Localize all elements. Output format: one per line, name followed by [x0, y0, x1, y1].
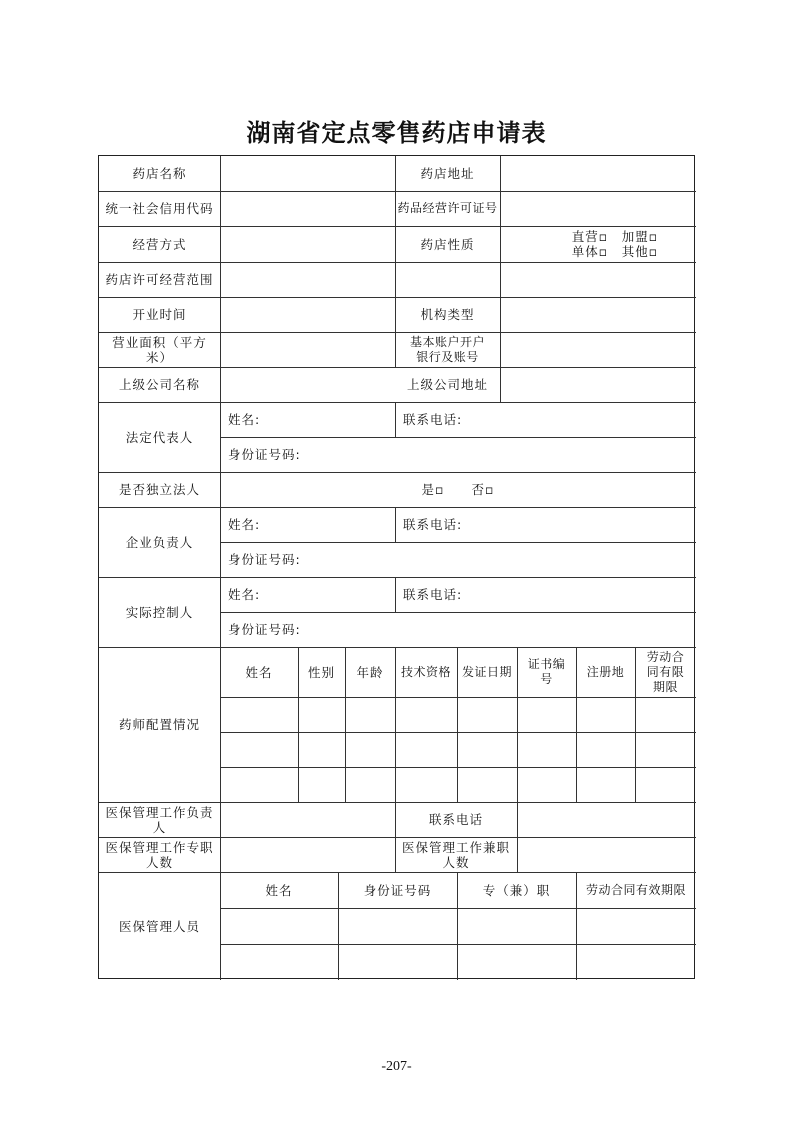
medical-insurance-staff-label: 医保管理人员	[118, 918, 200, 934]
license-scope-input[interactable]	[220, 262, 696, 297]
parent-company-address-label: 上级公司地址	[406, 377, 488, 392]
bank-account-input[interactable]	[500, 332, 696, 367]
pharmacy-name-label: 药店名称	[132, 166, 187, 181]
enterprise-head-phone-field[interactable]: 联系电话:	[403, 517, 463, 532]
pharmacist-header-gender: 性别	[307, 664, 335, 680]
opening-date-label: 开业时间	[132, 307, 187, 322]
credit-code-label: 统一社会信用代码	[105, 201, 214, 216]
pharmacy-nature-options[interactable]	[500, 226, 696, 262]
pharmacy-address-label: 药店地址	[420, 166, 475, 181]
bank-account-label: 基本账户开户银行及账号	[409, 334, 485, 364]
actual-controller-label: 实际控制人	[125, 604, 194, 620]
opening-date-input[interactable]	[220, 297, 395, 332]
contact-phone-label: 联系电话	[428, 812, 483, 827]
nature-options-line2: 单体▫ 其他▫	[571, 244, 659, 259]
business-area-label: 营业面积（平方米）	[112, 334, 207, 365]
fulltime-staff-label: 医保管理工作专职人数	[105, 839, 214, 870]
parttime-staff-input[interactable]	[517, 837, 696, 872]
pharmacist-header-age: 年龄	[356, 664, 384, 680]
medical-insurance-head-label: 医保管理工作负责人	[105, 804, 214, 835]
org-type-label: 机构类型	[420, 307, 475, 322]
page-title: 湖南省定点零售药店申请表	[246, 118, 547, 147]
enterprise-head-label: 企业负责人	[125, 534, 194, 550]
pharmacist-header-name: 姓名	[245, 664, 273, 680]
page-number: -207-	[381, 1059, 412, 1074]
enterprise-head-name-field[interactable]: 姓名:	[228, 517, 261, 532]
staff-header-name: 姓名	[265, 882, 293, 898]
credit-code-input[interactable]	[220, 191, 395, 226]
independent-legal-label: 是否独立法人	[118, 482, 200, 497]
pharmacy-name-input[interactable]	[220, 156, 395, 191]
drug-license-input[interactable]	[500, 191, 696, 226]
contact-phone-input[interactable]	[517, 802, 696, 837]
pharmacist-header-contract-term: 劳动合同有限期限	[646, 649, 685, 694]
enterprise-head-id-field[interactable]: 身份证号码:	[228, 552, 301, 567]
pharmacist-header-issue-date: 发证日期	[461, 664, 512, 679]
fulltime-staff-input[interactable]	[220, 837, 395, 872]
org-type-input[interactable]	[500, 297, 696, 332]
staff-header-contract: 劳动合同有效期限	[585, 882, 686, 897]
license-scope-label: 药店许可经营范围	[105, 272, 214, 287]
parent-company-name-label: 上级公司名称	[118, 377, 200, 392]
pharmacy-address-input[interactable]	[500, 156, 696, 191]
legal-rep-id-field[interactable]: 身份证号码:	[228, 447, 301, 462]
parent-company-address-input[interactable]	[500, 367, 696, 402]
staff-header-type: 专（兼）职	[482, 882, 551, 898]
legal-rep-phone-field[interactable]: 联系电话:	[403, 412, 463, 427]
actual-controller-id-field[interactable]: 身份证号码:	[228, 622, 301, 637]
business-area-input[interactable]	[220, 332, 395, 367]
pharmacist-header-reg-place: 注册地	[586, 664, 625, 679]
independent-legal-options[interactable]: 是▫ 否▫	[421, 482, 495, 497]
actual-controller-phone-field[interactable]: 联系电话:	[403, 587, 463, 602]
pharmacist-config-label: 药师配置情况	[118, 717, 200, 732]
drug-license-label: 药品经营许可证号	[397, 201, 498, 215]
actual-controller-name-field[interactable]: 姓名:	[228, 587, 261, 602]
medical-insurance-head-input[interactable]	[220, 802, 395, 837]
nature-options-line1: 直营▫ 加盟▫	[571, 229, 659, 244]
legal-rep-name-field[interactable]: 姓名:	[228, 412, 261, 427]
parent-company-name-input[interactable]	[220, 367, 395, 402]
legal-rep-label: 法定代表人	[125, 429, 194, 445]
parttime-staff-label: 医保管理工作兼职人数	[401, 839, 510, 870]
pharmacist-header-cert-no: 证书编号	[527, 657, 566, 686]
pharmacy-nature-label: 药店性质	[420, 236, 475, 252]
business-mode-input[interactable]	[220, 226, 395, 262]
application-form-table	[98, 155, 695, 979]
staff-header-id: 身份证号码	[363, 882, 432, 898]
business-mode-label: 经营方式	[132, 236, 187, 252]
pharmacist-header-qualification: 技术资格	[400, 664, 451, 679]
